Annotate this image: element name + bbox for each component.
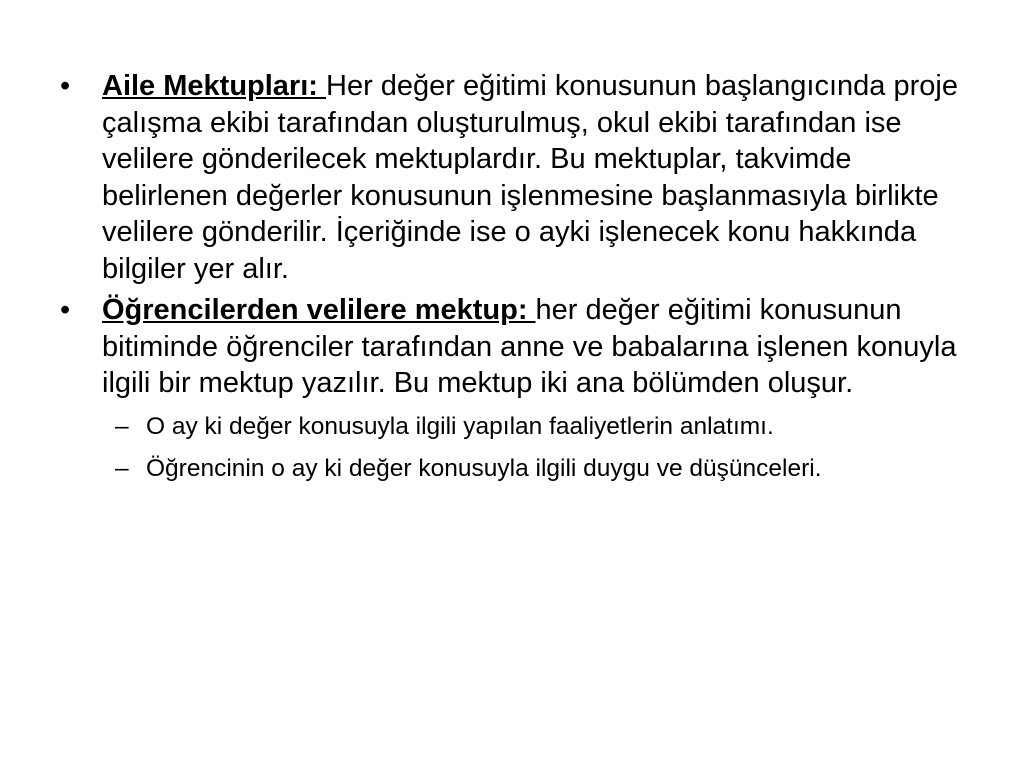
sub-bullet-item (60, 452, 960, 485)
dash-marker: – (115, 454, 129, 482)
sub-bullet-list (60, 410, 960, 485)
sub-bullet-item (60, 410, 960, 443)
bullet-marker: • (60, 70, 71, 102)
slide-content (60, 68, 960, 494)
bullet-text: Her değer eğitimi konusunun başlangıcında proje çalışma ekibi tarafından oluşturulmuş, okul ekibi tarafından ise velilere gönderilecek mektuplardır. Bu mektuplar, takvimde belirlenen değerler konusunun işlenmesine başlanmasıyla birlikte velilere gönderilir. İçeriğinde ise o ayki işlenecek konu hakkında bilgiler yer alır. (102, 70, 958, 285)
bullet-marker: • (60, 294, 71, 326)
bullet-title: Aile Mektupları: (102, 70, 326, 102)
bullet-item-aile-mektuplari (60, 68, 960, 287)
bullet-title: Öğrencilerden velilere mektup: (102, 294, 536, 326)
dash-marker: – (115, 412, 129, 440)
sub-bullet-text: Öğrencinin o ay ki değer konusuyla ilgili duygu ve düşünceleri. (146, 454, 822, 482)
bullet-item-ogrencilerden-velilere (60, 292, 960, 402)
sub-bullet-text: O ay ki değer konusuyla ilgili yapılan faaliyetlerin anlatımı. (146, 412, 774, 440)
bullet-text: her değer eğitimi konusunun bitiminde öğrenciler tarafından anne ve babalarına işlenen konuyla ilgili bir mektup yazılır. Bu mektup iki ana bölümden oluşur. (102, 294, 957, 399)
